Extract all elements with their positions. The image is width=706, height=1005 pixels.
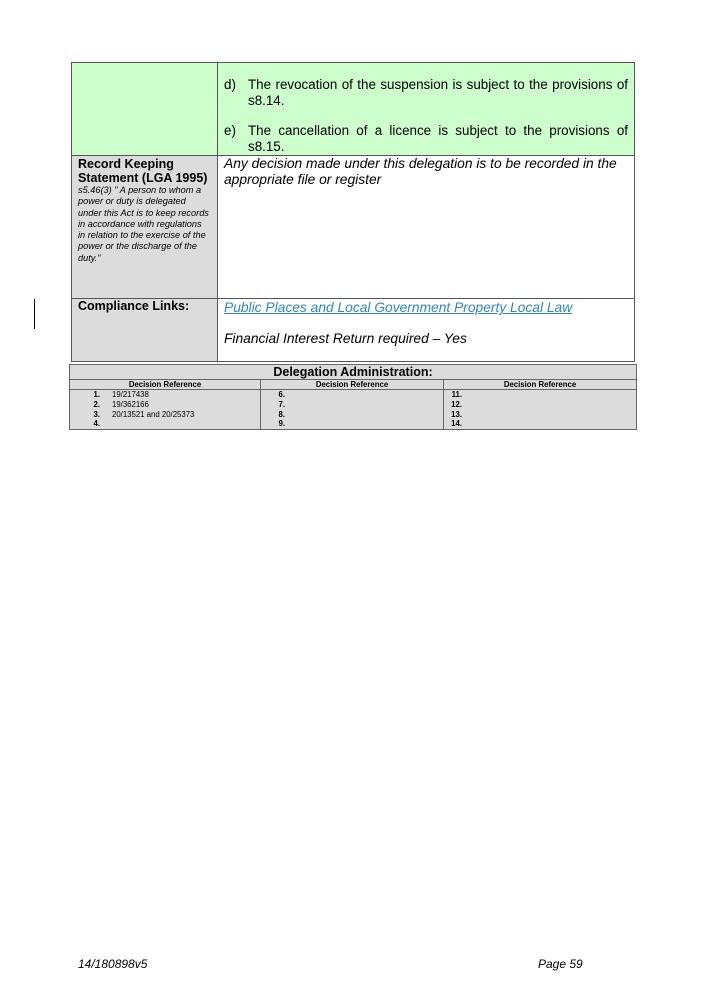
document-reference: 14/180898v5 [78, 957, 148, 971]
record-keeping-label-cell [72, 156, 218, 299]
decision-col-3 [444, 390, 637, 430]
delegation-conditions-row [72, 63, 635, 156]
list-item: 4. [93, 419, 100, 429]
decision-col-1 [70, 390, 261, 430]
decision-ref: 20/13521 and 20/25373 [112, 409, 195, 419]
list-item: 2. 19/362166 [93, 399, 149, 409]
list-item: 12. [451, 399, 462, 409]
decision-ref: 19/217438 [112, 390, 149, 399]
list-item: 9. [278, 419, 285, 429]
compliance-heading: Compliance Links: [78, 299, 190, 313]
decision-ref: 19/362166 [112, 399, 149, 409]
list-item: 7. [278, 399, 285, 409]
column-header: Decision Reference [444, 380, 637, 390]
record-keeping-heading: Record Keeping Statement (LGA 1995) [78, 157, 208, 185]
record-keeping-citation: s5.46(3) " A person to whom a power or duty is delegated under this Act is to keep records in accordance with regulations in relation to the exercise of the power or the discharge of the duty." [78, 185, 209, 263]
list-item: 14. [451, 419, 462, 429]
page-number: Page 59 [538, 957, 583, 971]
list-item: 1. 19/217438 [93, 390, 149, 399]
conditions-cell [218, 63, 635, 156]
financial-interest-text: Financial Interest Return required – Yes [224, 331, 467, 346]
delegation-table [71, 62, 635, 362]
condition-text: The cancellation of a licence is subject to the provisions of s8.15. [248, 123, 628, 154]
column-header: Decision Reference [261, 380, 444, 390]
list-item: 8. [278, 409, 285, 419]
list-item: 3. 20/13521 and 20/25373 [93, 409, 195, 419]
record-keeping-statement: Any decision made under this delegation is to be recorded in the appropriate file or register [224, 156, 617, 187]
text-cursor [34, 299, 35, 329]
record-keeping-statement-cell [218, 156, 635, 299]
compliance-row [72, 299, 635, 362]
conditions-left-cell [72, 63, 218, 156]
admin-title: Delegation Administration: [70, 365, 637, 380]
list-item: 11. [451, 390, 462, 399]
compliance-content-cell [218, 299, 635, 362]
compliance-label-cell [72, 299, 218, 362]
list-item: 6. [278, 390, 285, 399]
condition-label: d) [224, 77, 236, 92]
list-item: 13. [451, 409, 462, 419]
column-header: Decision Reference [70, 380, 261, 390]
condition-item-d [224, 77, 628, 109]
decision-col-2 [261, 390, 444, 430]
condition-text: The revocation of the suspension is subject to the provisions of s8.14. [248, 77, 628, 108]
record-keeping-row [72, 156, 635, 299]
delegation-administration-table [69, 364, 637, 430]
condition-item-e [224, 123, 628, 155]
condition-label: e) [224, 123, 236, 138]
local-law-link[interactable]: Public Places and Local Government Property Local Law [224, 300, 573, 315]
